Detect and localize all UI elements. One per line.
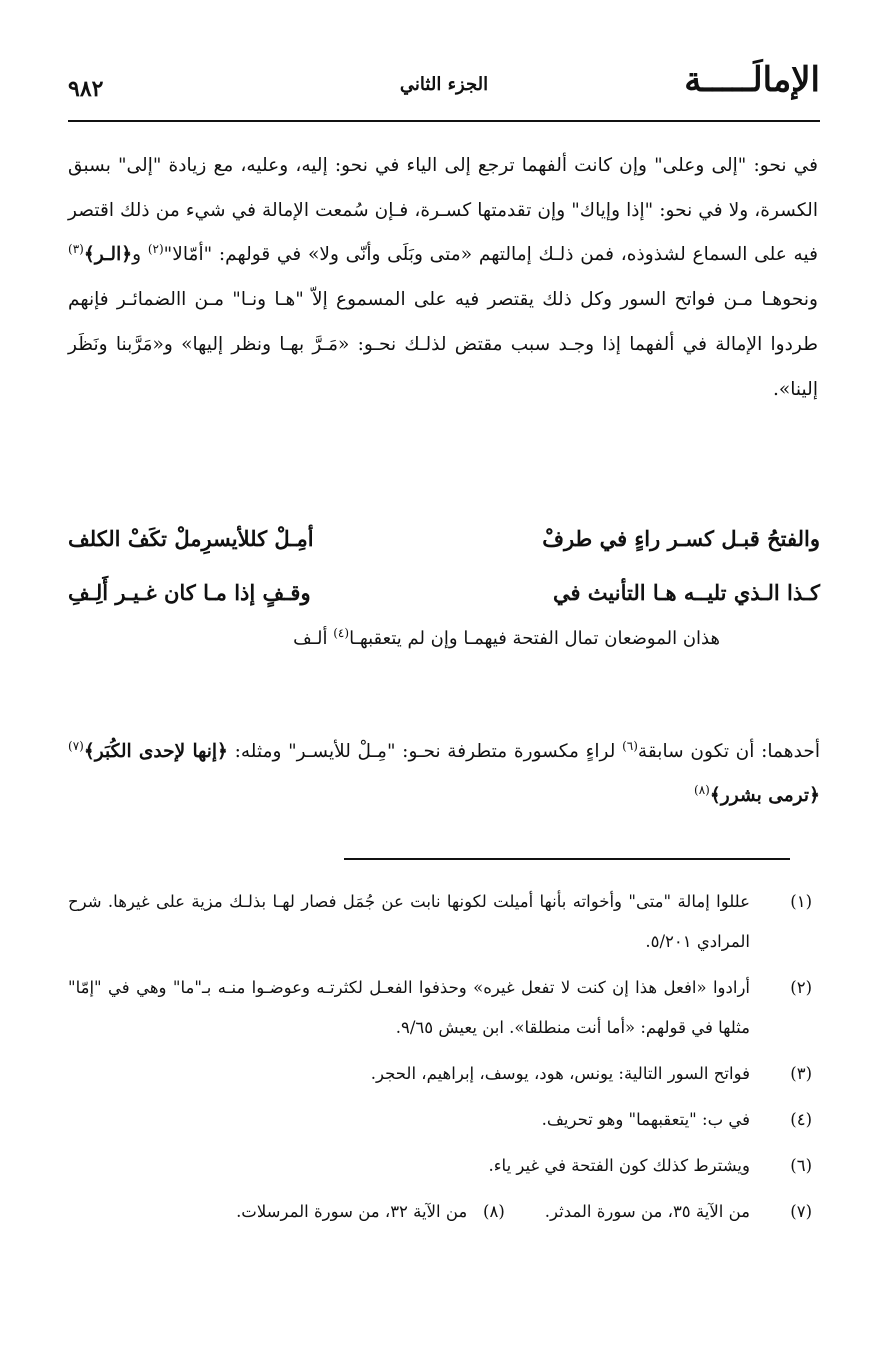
footnote-ref-4: (٤) xyxy=(333,626,350,640)
footnote-number: (٢) xyxy=(790,978,812,997)
paragraph-1-part-b: و xyxy=(132,244,148,266)
footnote-number: (١) xyxy=(790,892,812,911)
paragraph-2 xyxy=(68,730,820,818)
footnote-6 xyxy=(68,1146,820,1186)
footnote-1 xyxy=(68,882,820,962)
footnote-2 xyxy=(68,968,820,1048)
footnote-ref-7: (٧) xyxy=(68,738,84,753)
verse-line-2 xyxy=(68,572,820,622)
footnote-text: من الآية ٣٥، من سورة المدثر. xyxy=(544,1202,750,1221)
verse-line-3 xyxy=(180,628,720,649)
quran-quote-kubar: ﴿إنها لإحدى الكُبَر﴾ xyxy=(83,741,228,762)
header-rule xyxy=(68,120,820,122)
footnote-3 xyxy=(68,1054,820,1094)
footnote-text: أرادوا «افعل هذا إن كنت لا تفعل غيره» وحذفوا الفعـل لكثرتـه وعوضـوا منـه بـ"ما" وهي في "إمّا" مثلها في قولهم: «أما أنت منطلقا». ابن يعيش ٩/٦٥. xyxy=(68,978,750,1037)
footnote-text: ويشترط كذلك كون الفتحة في غير ياء. xyxy=(488,1156,750,1175)
paragraph-2-part-a: أحدهما: أن تكون سابقة xyxy=(637,741,820,762)
footnote-ref-3: (٣) xyxy=(68,242,84,257)
verse-1-first-hemistich: والفتحُ قبـل كسـر راءٍ في طرفْ xyxy=(542,526,820,551)
footnote-ref-2: (٢) xyxy=(147,242,164,257)
quran-quote-alr: ﴿الـر﴾ xyxy=(83,244,133,266)
page-header xyxy=(68,54,820,110)
footnote-ref-8: (٨) xyxy=(694,782,710,797)
footnotes xyxy=(68,882,820,1238)
footnote-4 xyxy=(68,1100,820,1140)
verse-2-second-hemistich: وقـفٍ إذا مـا كان غـيـر أَلِـفِ xyxy=(68,580,311,605)
footnote-number: (٤) xyxy=(790,1110,812,1129)
footnote-text: في ب: "يتعقبهما" وهو تحريف. xyxy=(541,1110,750,1129)
footnote-text: عللوا إمالة "متى" وأخواته بأنها أميلت لكونها نابت عن جُمَل فصار لهـا بذلـك مزية على غيرها. شرح المرادي ٥/٢٠١. xyxy=(68,892,750,951)
paragraph-1 xyxy=(68,144,818,412)
verse-1-second-hemistich: أمِـلْ كللأيسرِملْ تكَفْ الكلف xyxy=(68,526,314,551)
verse-2-first-hemistich: كـذا الـذي تليــه هـا التأنيث في xyxy=(552,580,820,605)
paragraph-1-part-c: ونحوهـا مـن فواتح السور وكل ذلك يقتصر فيه على المسموع إلاّ "هـا ونـا" مـن االضمائـر فإنهم طردوا الإمالة في ألفهما إذا وجـد سبب مقتض لذلـك نحـو: «مَـرَّ بهـا ونظر إليها» و«مَرَّبنا ونَظَر إلينا». xyxy=(68,289,818,400)
footnote-text: من الآية ٣٢، من سورة المرسلات. xyxy=(236,1202,468,1221)
footnote-number: (٧) xyxy=(790,1202,812,1221)
verse-3-part-a: هذان الموضعان تمال الفتحة فيهمـا وإن لم يتعقبهـا xyxy=(349,628,720,649)
main-text xyxy=(68,144,818,412)
footnote-8 xyxy=(236,1202,505,1221)
footnote-separator xyxy=(344,858,790,860)
paragraph-2-part-b: لراءٍ مكسورة متطرفة نحـو: "مِـلْ للأيسـر" ومثله: xyxy=(227,741,623,762)
footnote-text: فواتح السور التالية: يونس، هود، يوسف، إبراهيم، الحجر. xyxy=(370,1064,750,1083)
verse-line-1 xyxy=(68,518,820,568)
footnote-ref-6: (٦) xyxy=(622,738,638,753)
footnote-number: (٣) xyxy=(790,1064,812,1083)
footnote-7-8 xyxy=(68,1192,820,1232)
quran-quote-shararin: ﴿ترمى بشرر﴾ xyxy=(709,785,820,806)
footnote-number: (٨) xyxy=(483,1202,505,1221)
footnote-number: (٦) xyxy=(790,1156,812,1175)
chapter-title: الإمالَـــــة xyxy=(684,60,820,100)
verse-3-part-b: ألـف xyxy=(293,628,334,649)
paragraph-1-part-a: في نحو: "إلى وعلى" وإن كانت ألفهما ترجع إلى الياء في نحو: إليه، وعليه، مع زيادة "إلى" بسبق الكسرة، ولا في نحو: "إذا وإياك" وإن تقدمتها كسـرة، فـإن سُمعت الإمالة في شيء من ذلك اقتصر فيه على السماع لشذوذه، فمن ذلـك إمالتهم «متى وبَلَى وأنّى ولا» في قولهم: "أمّالا" xyxy=(68,155,819,266)
page-number: ٩٨٢ xyxy=(68,76,104,102)
part-label: الجزء الثاني xyxy=(399,74,489,95)
